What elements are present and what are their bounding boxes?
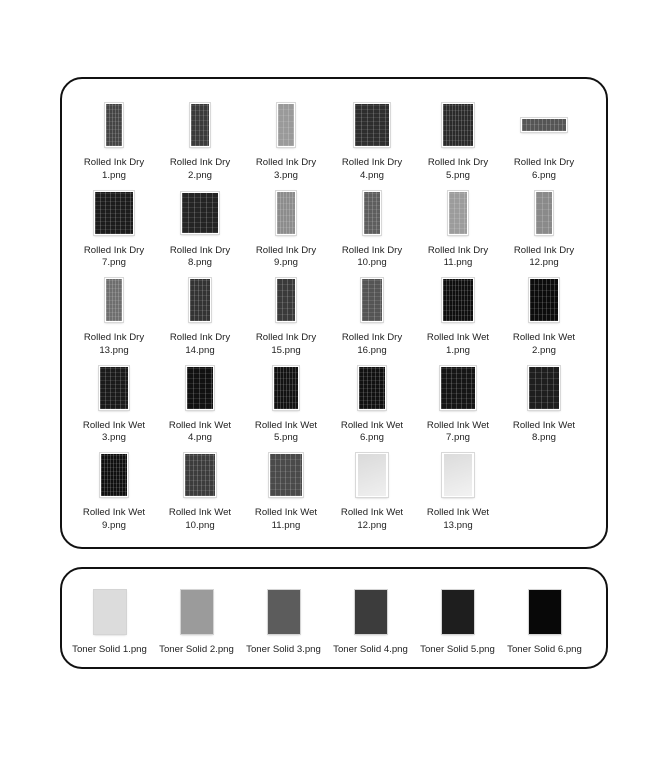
- file-name-label: Toner Solid 6.png: [507, 644, 582, 655]
- file-thumbnail: [268, 590, 300, 634]
- thumbnail-frame: [153, 589, 240, 635]
- file-ext-line: 3.png: [273, 169, 298, 181]
- file-ext-line: 6.png: [531, 169, 556, 181]
- file-name-label: [243, 420, 329, 445]
- file-ext-line: 14.png: [185, 344, 215, 356]
- ink-texture: [364, 192, 380, 234]
- thumbnail-frame: [329, 99, 415, 151]
- file-thumbnail: [277, 103, 295, 147]
- file-ext-line: 11.png: [271, 519, 301, 531]
- file-thumbnail: [355, 590, 387, 634]
- file-thumbnail: [273, 366, 299, 410]
- file-name-label: [415, 245, 501, 270]
- file-name-line: Rolled Ink Wet: [168, 507, 232, 518]
- rolled-ink-file-grid: [71, 99, 587, 537]
- file-name-label: [329, 245, 415, 270]
- file-name-label: Toner Solid 3.png: [246, 644, 321, 655]
- file-name-label: [501, 245, 587, 270]
- ink-texture: [185, 454, 215, 496]
- file-thumbnail: [276, 278, 296, 322]
- ink-texture: [355, 104, 389, 146]
- ink-texture: [358, 454, 386, 496]
- thumbnail-frame: [71, 187, 157, 239]
- thumbnail-frame: [329, 362, 415, 414]
- file-name-line: Rolled Ink Wet: [254, 419, 318, 431]
- file-icon-item[interactable]: [153, 589, 240, 656]
- file-name-line: Rolled Ink Dry: [513, 244, 575, 256]
- file-thumbnail: [529, 590, 561, 634]
- file-thumbnail: [186, 366, 214, 410]
- ink-texture: [359, 367, 385, 409]
- file-icon-item[interactable]: [329, 449, 415, 537]
- file-name-label: [501, 157, 587, 182]
- file-thumbnail: [442, 590, 474, 634]
- file-ext-line: 9.png: [273, 257, 298, 268]
- file-thumbnail: [528, 366, 560, 410]
- file-name-label: Toner Solid 5.png: [420, 644, 495, 655]
- thumbnail-frame: [243, 187, 329, 239]
- file-icon-item[interactable]: [501, 274, 587, 362]
- file-name-label: [415, 157, 501, 182]
- thumbnail-frame: [414, 589, 501, 635]
- file-name-line: Rolled Ink Dry: [255, 332, 317, 343]
- file-thumbnail: [361, 278, 383, 322]
- file-name-line: Rolled Ink Dry: [169, 157, 231, 168]
- file-icon-item[interactable]: [243, 99, 329, 187]
- file-name-label: [415, 332, 501, 357]
- file-name-line: Rolled Ink Dry: [341, 332, 403, 343]
- ink-texture: [274, 367, 298, 409]
- file-thumbnail: [190, 103, 210, 147]
- thumbnail-frame: [157, 99, 243, 151]
- file-name-line: Rolled Ink Dry: [427, 157, 489, 168]
- file-thumbnail: [442, 278, 474, 322]
- file-name-label: [329, 157, 415, 182]
- file-icon-item[interactable]: [157, 99, 243, 187]
- thumbnail-frame: [415, 187, 501, 239]
- file-icon-item[interactable]: [415, 99, 501, 187]
- file-name-line: Rolled Ink Dry: [169, 332, 231, 343]
- ink-texture: [362, 279, 382, 321]
- file-name-line: Rolled Ink Wet: [512, 332, 576, 343]
- file-icon-item[interactable]: [329, 187, 415, 275]
- ink-texture: [277, 279, 295, 321]
- file-ext-line: 2.png: [531, 344, 556, 356]
- thumbnail-frame: [243, 449, 329, 501]
- file-ext-line: 7.png: [445, 432, 470, 443]
- thumbnail-frame: [415, 274, 501, 326]
- ink-texture: [441, 367, 475, 409]
- file-icon-item[interactable]: [415, 449, 501, 537]
- file-name-label: [243, 245, 329, 270]
- file-thumbnail: [105, 103, 123, 147]
- ink-texture: [530, 279, 558, 321]
- ink-texture: [270, 454, 302, 496]
- file-ext-line: 5.png: [273, 432, 298, 443]
- file-name-label: Toner Solid 1.png: [72, 644, 147, 655]
- file-name-label: [157, 157, 243, 182]
- file-name-label: [71, 332, 157, 357]
- file-thumbnail: [99, 366, 129, 410]
- file-thumbnail: [535, 191, 553, 235]
- file-name-label: Toner Solid 4.png: [333, 644, 408, 655]
- file-name-line: Rolled Ink Wet: [82, 507, 146, 518]
- file-thumbnail: [448, 191, 468, 235]
- file-icon-item[interactable]: [414, 589, 501, 656]
- file-icon-item[interactable]: [501, 187, 587, 275]
- file-icon-item[interactable]: [243, 449, 329, 537]
- file-ext-line: 6.png: [359, 432, 384, 443]
- file-thumbnail: [189, 278, 211, 322]
- file-name-line: Rolled Ink Dry: [255, 244, 317, 256]
- file-thumbnail: [105, 278, 123, 322]
- file-ext-line: 5.png: [445, 169, 470, 181]
- file-icon-item[interactable]: [415, 187, 501, 275]
- ink-texture: [190, 279, 210, 321]
- file-name-label: [415, 507, 501, 532]
- file-ext-line: 10.png: [357, 257, 387, 268]
- file-ext-line: 7.png: [101, 257, 126, 268]
- file-icon-item[interactable]: [243, 274, 329, 362]
- ink-texture: [536, 192, 552, 234]
- thumbnail-frame: [329, 449, 415, 501]
- thumbnail-frame: [157, 274, 243, 326]
- file-name-line: Rolled Ink Wet: [82, 419, 146, 431]
- file-thumbnail: [521, 118, 567, 132]
- file-thumbnail: [181, 192, 219, 234]
- ink-texture: [522, 119, 566, 131]
- file-icon-item[interactable]: [240, 589, 327, 656]
- file-name-line: Rolled Ink Wet: [426, 419, 490, 431]
- file-icon-item[interactable]: [71, 187, 157, 275]
- ink-texture: [187, 367, 213, 409]
- file-name-label: [71, 245, 157, 270]
- file-name-line: Rolled Ink Dry: [169, 244, 231, 256]
- thumbnail-frame: [329, 274, 415, 326]
- file-name-label: [501, 332, 587, 357]
- file-name-label: [415, 420, 501, 445]
- ink-texture: [444, 454, 472, 496]
- file-thumbnail: [276, 191, 296, 235]
- file-icon-item[interactable]: [157, 449, 243, 537]
- file-name-label: [157, 245, 243, 270]
- file-icon-item[interactable]: [329, 99, 415, 187]
- file-icon-item[interactable]: [329, 362, 415, 450]
- file-name-label: [157, 507, 243, 532]
- file-name-line: Rolled Ink Dry: [513, 157, 575, 168]
- thumbnail-frame: [415, 99, 501, 151]
- file-thumbnail: [356, 453, 388, 497]
- file-ext-line: 13.png: [443, 519, 473, 531]
- file-name-line: Rolled Ink Dry: [341, 157, 403, 168]
- ink-texture: [101, 454, 127, 496]
- file-icon-item[interactable]: [243, 187, 329, 275]
- file-name-line: Rolled Ink Dry: [83, 332, 145, 343]
- file-ext-line: 15.png: [271, 344, 301, 356]
- thumbnail-frame: [157, 187, 243, 239]
- file-icon-item[interactable]: [71, 449, 157, 537]
- thumbnail-frame: [415, 362, 501, 414]
- file-ext-line: 9.png: [101, 519, 126, 531]
- file-name-label: [71, 507, 157, 532]
- file-ext-line: 4.png: [359, 169, 384, 181]
- file-name-line: Rolled Ink Wet: [426, 507, 490, 518]
- thumbnail-frame: [71, 362, 157, 414]
- file-name-line: Rolled Ink Wet: [168, 419, 232, 431]
- file-name-label: [501, 420, 587, 445]
- ink-texture: [100, 367, 128, 409]
- file-thumbnail: [184, 453, 216, 497]
- thumbnail-frame: [243, 274, 329, 326]
- file-icon-item[interactable]: [415, 362, 501, 450]
- file-icon-item[interactable]: [415, 274, 501, 362]
- ink-texture: [106, 279, 122, 321]
- file-name-label: [329, 420, 415, 445]
- file-thumbnail: [442, 103, 474, 147]
- file-icon-item[interactable]: [501, 589, 588, 656]
- toner-file-row: [66, 589, 588, 656]
- file-ext-line: 1.png: [445, 344, 470, 356]
- file-name-label: [329, 332, 415, 357]
- file-ext-line: 16.png: [357, 344, 387, 356]
- thumbnail-frame: [66, 589, 153, 635]
- toner-folder-panel: [60, 567, 608, 669]
- thumbnail-frame: [501, 99, 587, 151]
- file-icon-item[interactable]: [243, 362, 329, 450]
- file-thumbnail: [442, 453, 474, 497]
- file-name-line: Rolled Ink Wet: [512, 419, 576, 431]
- file-ext-line: 3.png: [101, 432, 126, 443]
- file-name-label: [157, 420, 243, 445]
- file-name-line: Rolled Ink Wet: [340, 419, 404, 431]
- thumbnail-frame: [71, 449, 157, 501]
- ink-texture: [449, 192, 467, 234]
- file-name-line: Rolled Ink Wet: [254, 507, 318, 518]
- thumbnail-frame: [243, 99, 329, 151]
- ink-texture: [191, 104, 209, 146]
- file-thumbnail: [440, 366, 476, 410]
- file-ext-line: 13.png: [99, 344, 129, 356]
- file-thumbnail: [354, 103, 390, 147]
- thumbnail-frame: [240, 589, 327, 635]
- file-thumbnail: [358, 366, 386, 410]
- file-thumbnail: [181, 590, 213, 634]
- file-icon-item[interactable]: [71, 99, 157, 187]
- file-icon-item[interactable]: [501, 99, 587, 187]
- file-thumbnail: [363, 191, 381, 235]
- file-icon-item[interactable]: [329, 274, 415, 362]
- thumbnail-frame: [501, 274, 587, 326]
- file-name-line: Rolled Ink Dry: [341, 244, 403, 256]
- file-name-line: Rolled Ink Dry: [427, 244, 489, 256]
- ink-texture: [443, 279, 473, 321]
- file-thumbnail: [94, 590, 126, 634]
- file-thumbnail: [529, 278, 559, 322]
- ink-texture: [278, 104, 294, 146]
- file-ext-line: 11.png: [443, 257, 473, 268]
- thumbnail-frame: [71, 274, 157, 326]
- file-name-label: Toner Solid 2.png: [159, 644, 234, 655]
- file-ext-line: 12.png: [529, 257, 559, 268]
- file-ext-line: 4.png: [187, 432, 212, 443]
- file-ext-line: 10.png: [185, 519, 215, 531]
- file-ext-line: 8.png: [531, 432, 556, 443]
- file-icon-item[interactable]: [501, 362, 587, 450]
- file-name-label: [329, 507, 415, 532]
- thumbnail-frame: [329, 187, 415, 239]
- rolled-ink-folder-panel: [60, 77, 608, 549]
- file-name-label: [71, 420, 157, 445]
- file-name-line: Rolled Ink Wet: [340, 507, 404, 518]
- thumbnail-frame: [157, 449, 243, 501]
- file-ext-line: 12.png: [357, 519, 387, 531]
- thumbnail-frame: [501, 362, 587, 414]
- file-icon-item[interactable]: [327, 589, 414, 656]
- file-name-label: [157, 332, 243, 357]
- file-ext-line: 8.png: [187, 257, 212, 268]
- thumbnail-frame: [501, 589, 588, 635]
- ink-texture: [106, 104, 122, 146]
- thumbnail-frame: [415, 449, 501, 501]
- file-icon-item[interactable]: [71, 274, 157, 362]
- file-name-label: [243, 332, 329, 357]
- thumbnail-frame: [157, 362, 243, 414]
- thumbnail-frame: [327, 589, 414, 635]
- file-name-label: [243, 507, 329, 532]
- thumbnail-frame: [243, 362, 329, 414]
- file-thumbnail: [100, 453, 128, 497]
- file-name-label: [71, 157, 157, 182]
- file-icon-item[interactable]: [66, 589, 153, 656]
- ink-texture: [182, 193, 218, 233]
- file-name-line: Rolled Ink Dry: [255, 157, 317, 168]
- file-icon-item[interactable]: [157, 187, 243, 275]
- file-name-line: Rolled Ink Wet: [426, 332, 490, 343]
- ink-texture: [529, 367, 559, 409]
- file-name-line: Rolled Ink Dry: [83, 244, 145, 256]
- thumbnail-frame: [71, 99, 157, 151]
- ink-texture: [95, 192, 133, 234]
- thumbnail-frame: [501, 187, 587, 239]
- ink-texture: [443, 104, 473, 146]
- file-ext-line: 1.png: [101, 169, 126, 181]
- file-name-label: [243, 157, 329, 182]
- ink-texture: [277, 192, 295, 234]
- file-icon-item[interactable]: [157, 362, 243, 450]
- file-ext-line: 2.png: [187, 169, 212, 181]
- file-thumbnail: [94, 191, 134, 235]
- file-thumbnail: [269, 453, 303, 497]
- file-icon-item[interactable]: [157, 274, 243, 362]
- file-icon-item[interactable]: [71, 362, 157, 450]
- file-name-line: Rolled Ink Dry: [83, 157, 145, 168]
